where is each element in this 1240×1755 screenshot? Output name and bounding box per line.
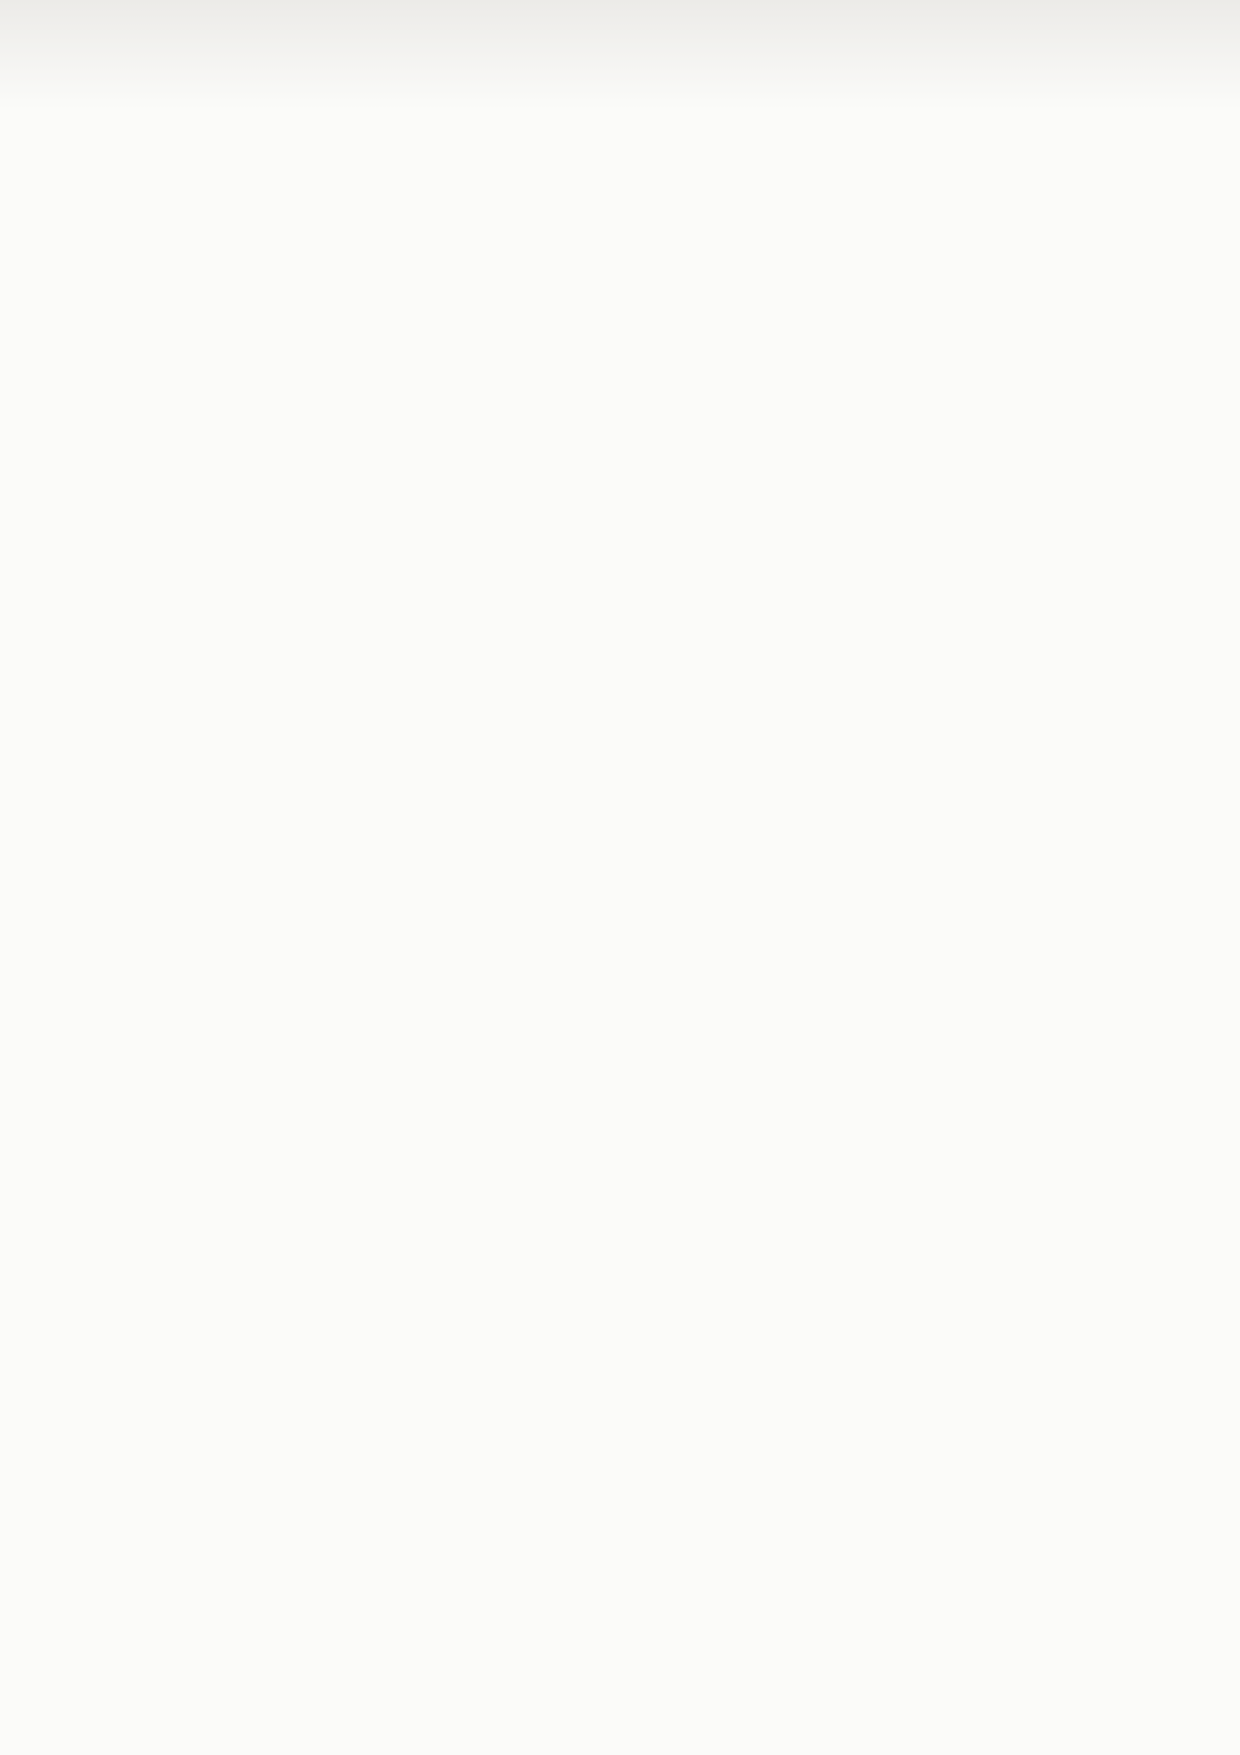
scan-shadow [0, 0, 1240, 110]
schedule-page [30, 126, 1142, 1676]
rotated-landscape-content [30, 126, 1142, 1676]
